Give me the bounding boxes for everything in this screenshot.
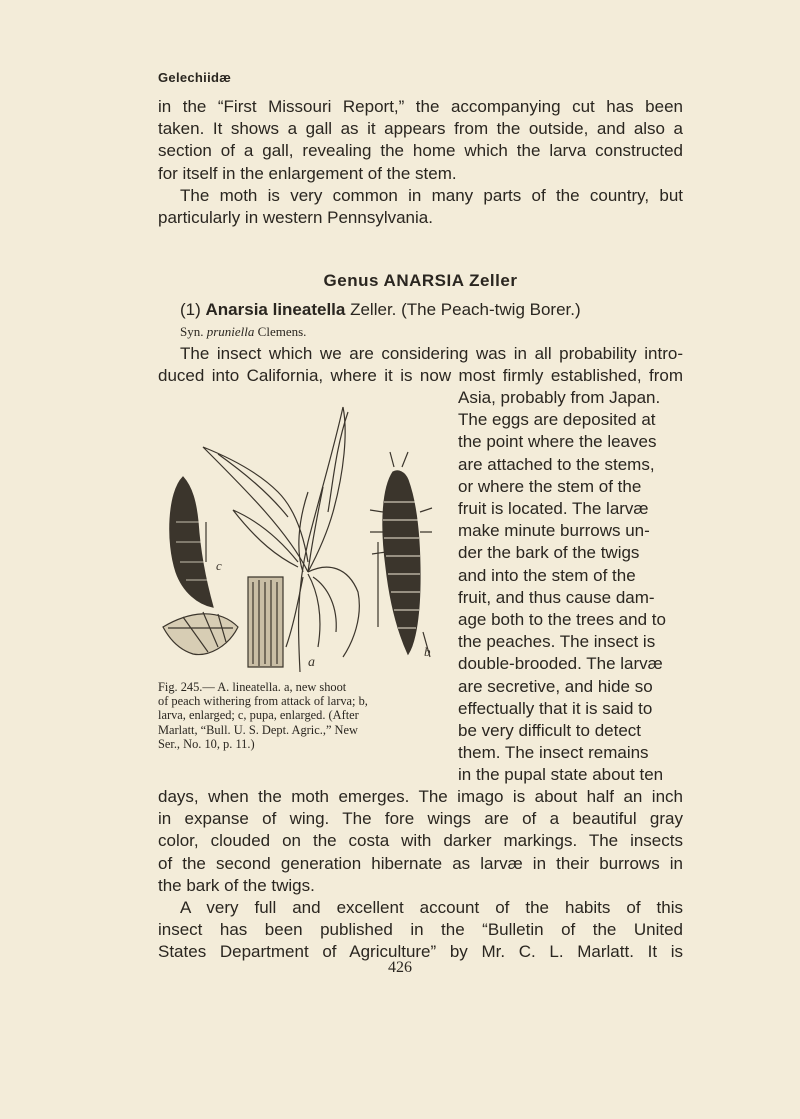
caption-line: larva, enlarged; c, pupa, enlarged. (After xyxy=(158,708,359,723)
figure-label-c: c xyxy=(216,558,222,573)
text-line: Asia, probably from Japan. xyxy=(458,388,661,407)
text-line: section of a gall, revealing the home which the larva constructed xyxy=(158,141,683,161)
text-line: them. The insect remains xyxy=(458,743,649,763)
text-line: in the pupal state about ten xyxy=(458,765,664,785)
text-line: color, clouded on the costa with darker markings. The insects xyxy=(158,831,683,851)
text-line: effectually that it is said to xyxy=(458,698,653,718)
caption-line: Ser., No. 10, p. 11.) xyxy=(158,736,255,751)
text-line: taken. It shows a gall as it appears from the outside, and also a xyxy=(158,119,683,139)
text-line: the point where the leaves xyxy=(458,432,657,452)
text-line: are secretive, and hide so xyxy=(458,676,653,696)
text-line: particularly in western Pennsylvania. xyxy=(158,208,433,228)
text-line: The insect which we are considering was in all probability intro- xyxy=(180,344,683,363)
text-line: age both to the trees and to xyxy=(458,610,666,630)
species-author: Zeller. xyxy=(350,300,397,319)
larva-illustration xyxy=(370,452,432,657)
text-line: the peaches. The insect is xyxy=(458,632,656,652)
text-line: The moth is very common in many parts of the country, but xyxy=(180,186,683,205)
synonym-line xyxy=(180,324,306,340)
engraving-figure xyxy=(158,392,450,682)
species-heading xyxy=(180,300,581,320)
text-line: make minute burrows un- xyxy=(458,521,650,541)
figure-label-a: a xyxy=(308,655,315,670)
text-line: double-brooded. The larvæ xyxy=(458,654,663,674)
text-line: in the “First Missouri Report,” the accompanying cut has been xyxy=(158,97,683,116)
species-name: Anarsia lineatella xyxy=(205,300,346,319)
text-line: in expanse of wing. The fore wings are of a beautiful gray xyxy=(158,809,683,829)
text-line: duced into California, where it is now most firmly established, from xyxy=(158,366,683,386)
figure-label-b: b xyxy=(424,644,431,659)
text-line: the bark of the twigs. xyxy=(158,875,315,895)
species-common-name: (The Peach-twig Borer.) xyxy=(401,300,581,319)
text-line: The eggs are deposited at xyxy=(458,410,656,430)
caption-line: Marlatt, “Bull. U. S. Dept. Agric.,” New xyxy=(158,722,358,737)
synonym-name: pruniella xyxy=(206,324,255,339)
text-line: States Department of Agriculture” by Mr. C. L. Marlatt. It is xyxy=(158,942,683,962)
text-line: or where the stem of the xyxy=(458,476,642,496)
page-number: 426 xyxy=(388,959,412,976)
species-number: (1) xyxy=(180,300,201,319)
genus-heading: Genus ANARSIA Zeller xyxy=(323,271,518,290)
final-paragraph xyxy=(158,897,683,964)
text-line: fruit is located. The larvæ xyxy=(458,499,649,519)
text-line: be very difficult to detect xyxy=(458,721,642,741)
synonym-author: Clemens. xyxy=(257,324,307,339)
text-line: for itself in the enlargement of the stem. xyxy=(158,163,457,183)
text-line: are attached to the stems, xyxy=(458,454,655,474)
text-line: der the bark of the twigs xyxy=(458,543,640,563)
intro-paragraph xyxy=(158,96,683,185)
wrapped-text-column xyxy=(458,387,683,787)
synonym-prefix: Syn. xyxy=(180,324,204,339)
insect-paragraph-top xyxy=(158,343,683,387)
text-line: of the second generation hibernate as larvæ in their burrows in xyxy=(158,853,683,873)
text-line: fruit, and thus cause dam- xyxy=(458,587,655,607)
leaf-fragment-illustration xyxy=(163,612,238,655)
caption-line: Fig. 245.— A. lineatella. a, new shoot xyxy=(158,680,347,694)
text-line: days, when the moth emerges. The imago is about half an inch xyxy=(158,787,683,806)
text-line: insect has been published in the “Bulletin of the United xyxy=(158,920,683,940)
running-head: Gelechiidæ xyxy=(158,70,232,85)
figure-caption xyxy=(158,680,450,751)
moth-paragraph xyxy=(158,185,683,229)
text-line: and into the stem of the xyxy=(458,565,636,585)
caption-line: of peach withering from attack of larva; b, xyxy=(158,694,368,709)
text-line: A very full and excellent account of the habits of this xyxy=(180,898,683,917)
continuation-paragraph xyxy=(158,786,683,897)
